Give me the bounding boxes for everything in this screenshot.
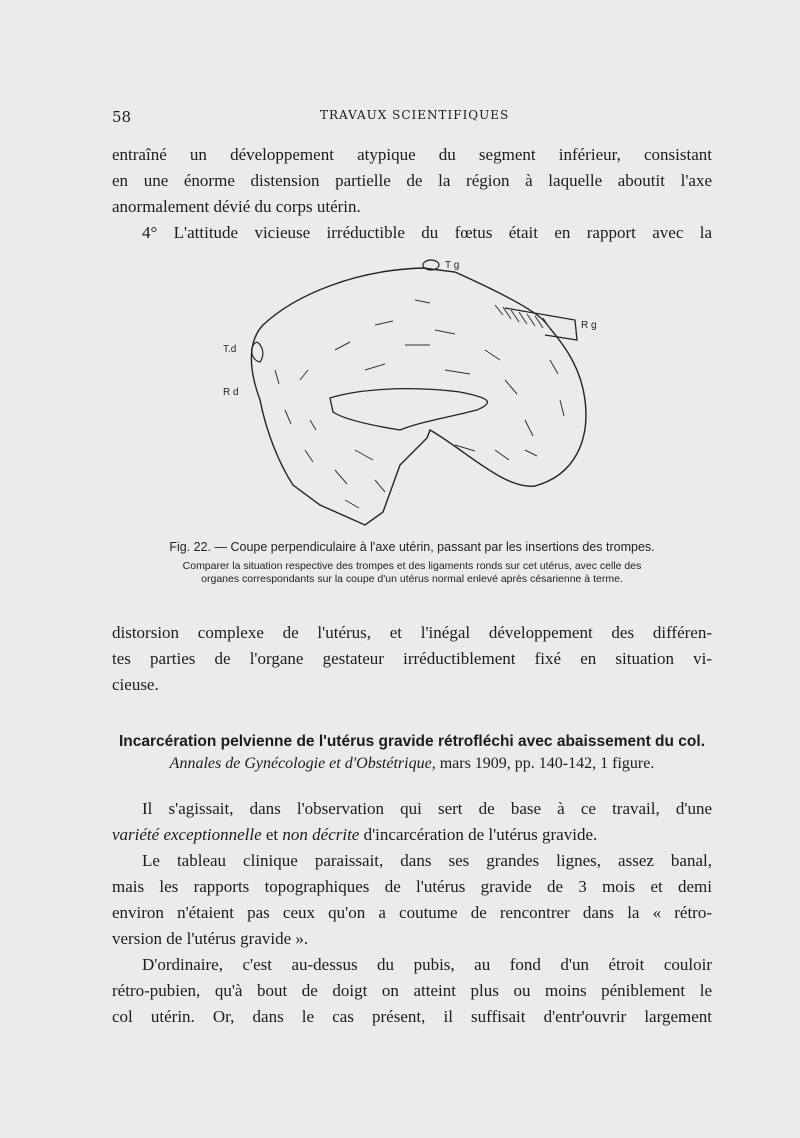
running-title: TRAVAUX SCIENTIFIQUES [320, 108, 510, 122]
italic-phrase: variété exceptionnelle [112, 825, 262, 844]
citation-details: mars 1909, pp. 140-142, 1 figure. [435, 755, 655, 772]
article-title: Incarcération pelvienne de l'utérus gravide rétrofléchi avec abaissement du col. [118, 733, 705, 750]
label-rd: R d [223, 387, 239, 398]
text-line: 4° L'attitude vicieuse irréductible du fœtus était en rapport avec la [142, 223, 712, 242]
ligament-right [505, 308, 577, 340]
text-line: environ n'étaient pas ceux qu'on a coutume de rencontrer dans la « rétro- [112, 903, 712, 922]
top-paragraph [112, 142, 712, 246]
text-line: entraîné un développement atypique du segment inférieur, consistant [112, 145, 712, 164]
journal-name: Annales de Gynécologie et d'Obstétrique, [169, 755, 436, 772]
text-line: distorsion complexe de l'utérus, et l'inégal développement des différen- [112, 623, 712, 642]
text-line: rétro-pubien, qu'à bout de doigt on atteint plus ou moins péniblement le [112, 981, 712, 1000]
middle-paragraph [112, 620, 712, 698]
tube-left [252, 342, 263, 362]
text-line: anormalement dévié du corps utérin. [112, 197, 361, 216]
hatching [275, 300, 564, 508]
label-td: T.d [223, 344, 237, 355]
figure-caption-note [112, 560, 712, 586]
body-paragraph-1 [112, 796, 712, 848]
text-line: mais les rapports topographiques de l'utérus gravide de 3 mois et demi [112, 877, 712, 896]
text-fragment: et [261, 825, 283, 844]
text-line: version de l'utérus gravide ». [112, 929, 309, 948]
article-reference [112, 755, 712, 773]
text-line: en une énorme distension partielle de la région à laquelle aboutit l'axe [112, 171, 712, 190]
text-fragment: d'incarcération de l'utérus gravide. [359, 825, 598, 844]
page-number: 58 [112, 108, 132, 126]
body-paragraph-3 [112, 952, 712, 1030]
body-paragraph-2 [112, 848, 712, 952]
label-tg: T g [445, 260, 460, 271]
text-line: cieuse. [112, 675, 159, 694]
label-rg: R g [581, 320, 597, 331]
caption-line: organes correspondants sur la coupe d'un utérus normal enlevé après césarienne à terme. [201, 573, 623, 585]
figure-caption: Fig. 22. — Coupe perpendiculaire à l'axe utérin, passant par les insertions des trompes. [169, 540, 655, 554]
uterus-section-figure [205, 250, 625, 530]
text-line: col utérin. Or, dans le cas présent, il suffisait d'entr'ouvrir largement [112, 1007, 712, 1026]
text-line: D'ordinaire, c'est au-dessus du pubis, au fond d'un étroit couloir [142, 955, 712, 974]
text-line [112, 822, 712, 848]
text-line: Le tableau clinique paraissait, dans ses grandes lignes, assez banal, [142, 851, 712, 870]
text-line: tes parties de l'organe gestateur irréductiblement fixé en situation vi- [112, 649, 712, 668]
caption-line: Comparer la situation respective des trompes et des ligaments ronds sur cet utérus, avec celle des [182, 560, 642, 572]
uterus-cavity [330, 389, 487, 430]
italic-phrase: non décrite [282, 825, 360, 844]
uterus-outline [251, 268, 586, 525]
text-line: Il s'agissait, dans l'observation qui sert de base à ce travail, d'une [142, 799, 712, 818]
